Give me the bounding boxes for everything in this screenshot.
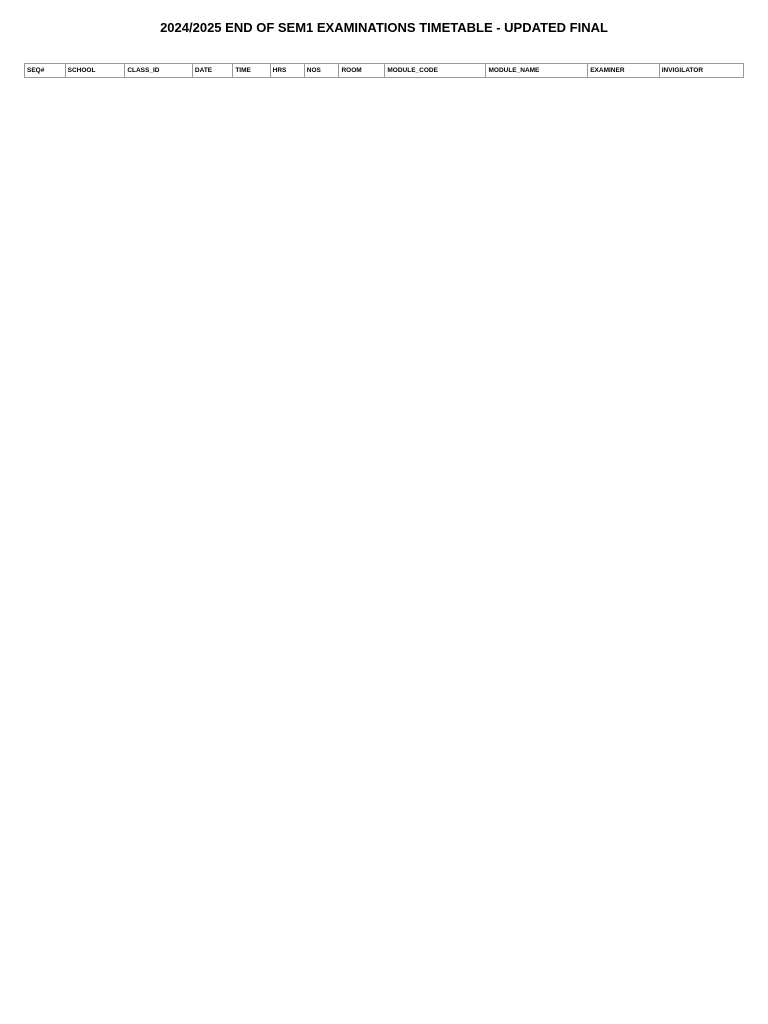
column-header: SCHOOL (65, 64, 125, 78)
column-header: EXAMINER (588, 64, 660, 78)
column-header: MODULE_CODE (385, 64, 486, 78)
column-header: HRS (270, 64, 304, 78)
header-row (25, 64, 744, 78)
column-header: CLASS_ID (125, 64, 193, 78)
column-header: NOS (304, 64, 339, 78)
column-header: SEQ# (25, 64, 66, 78)
column-header: DATE (192, 64, 232, 78)
page-title: 2024/2025 END OF SEM1 EXAMINATIONS TIMETABLE - UPDATED FINAL (160, 20, 608, 35)
timetable (24, 63, 744, 78)
column-header: TIME (233, 64, 270, 78)
column-header: INVIGILATOR (659, 64, 743, 78)
column-header: ROOM (339, 64, 385, 78)
column-header: MODULE_NAME (486, 64, 588, 78)
